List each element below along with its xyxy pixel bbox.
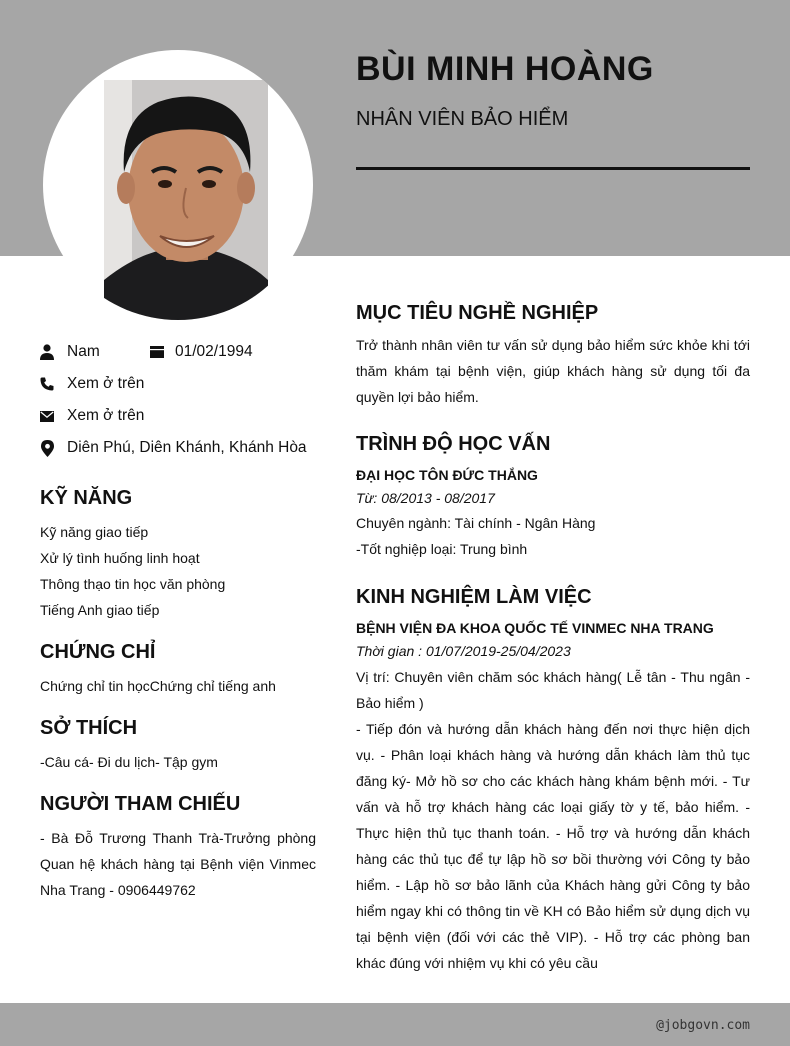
contact-email bbox=[40, 405, 144, 427]
objective-text: Trở thành nhân viên tư vấn sử dụng bảo hiểm sức khỏe khi tới thăm khám tại bệnh viện, giúp khách hàng sử dụng tối đa quyền lợi bảo hiểm. bbox=[356, 337, 750, 405]
experience-duties: - Tiếp đón và hướng dẫn khách hàng đến nơi thực hiện dịch vụ. - Phân loại khách hàng và hướng dẫn khách làm thủ tục đăng ký- Mở hồ sơ cho các khách hàng khám bệnh mới. - Tư vấn và hỗ trợ khách hàng các loại giấy tờ y tế, bảo hiểm. - Thực hiện thủ tục thanh toán. - Hỗ trợ và hướng dẫn khách hàng các thủ tục để tự lập hồ sơ bồi thường với Công ty bảo hiểm. - Lập hồ sơ bảo lãnh của Khách hàng gửi Công ty bảo hiểm ngay khi có thông tin về KH có Bảo hiểm sử dụng dịch vụ tại bệnh viện (đối với các thẻ VIP). - Hỗ trợ các phòng ban khác đúng với nhiệm vụ khi có yêu cầu bbox=[356, 721, 750, 971]
skill-item: Kỹ năng giao tiếp bbox=[40, 524, 149, 540]
references-heading: NGƯỜI THAM CHIẾU bbox=[40, 793, 241, 815]
location-pin-icon bbox=[40, 440, 54, 456]
education-period: Từ: 08/2013 - 08/2017 bbox=[356, 490, 495, 506]
experience-company: BỆNH VIỆN ĐA KHOA QUỐC TẾ VINMEC NHA TRANG bbox=[356, 620, 714, 636]
references-text: - Bà Đỗ Trương Thanh Trà-Trưởng phòng Quan hệ khách hàng tại Bệnh viện Vinmec Nha Trang - 0906449762 bbox=[40, 830, 316, 898]
skill-item: Tiếng Anh giao tiếp bbox=[40, 602, 160, 618]
footer-watermark: @jobgovn.com bbox=[656, 1018, 750, 1033]
hobbies-heading: SỞ THÍCH bbox=[40, 717, 138, 739]
education-graduation: -Tốt nghiệp loại: Trung bình bbox=[356, 541, 528, 557]
education-heading: TRÌNH ĐỘ HỌC VẤN bbox=[356, 433, 551, 455]
person-icon bbox=[40, 344, 54, 360]
job-title: NHÂN VIÊN BẢO HIỂM bbox=[356, 108, 569, 130]
contact-address bbox=[40, 437, 307, 459]
envelope-icon bbox=[40, 408, 54, 424]
experience-heading: KINH NGHIỆM LÀM VIỆC bbox=[356, 586, 592, 608]
contact-dob bbox=[150, 341, 253, 363]
contact-phone bbox=[40, 373, 144, 395]
candidate-name: BÙI MINH HOÀNG bbox=[356, 50, 654, 88]
address-value: Diên Phú, Diên Khánh, Khánh Hòa bbox=[67, 439, 307, 456]
skills-heading: KỸ NĂNG bbox=[40, 487, 133, 509]
email-value: Xem ở trên bbox=[67, 407, 145, 424]
profile-portrait bbox=[104, 80, 268, 320]
gender-value: Nam bbox=[67, 343, 100, 360]
title-divider bbox=[356, 167, 750, 170]
experience-position: Vị trí: Chuyên viên chăm sóc khách hàng( Lễ tân - Thu ngân - Bảo hiểm ) bbox=[356, 669, 750, 711]
hobbies-text: -Câu cá- Đi du lịch- Tập gym bbox=[40, 754, 218, 770]
education-school: ĐẠI HỌC TÔN ĐỨC THẮNG bbox=[356, 467, 538, 483]
calendar-icon bbox=[150, 344, 164, 360]
contact-gender bbox=[40, 341, 100, 363]
experience-period: Thời gian : 01/07/2019-25/04/2023 bbox=[356, 643, 571, 659]
dob-value: 01/02/1994 bbox=[175, 343, 253, 360]
certificates-heading: CHỨNG CHỈ bbox=[40, 641, 156, 663]
skill-item: Thông thạo tin học văn phòng bbox=[40, 576, 226, 592]
education-major: Chuyên ngành: Tài chính - Ngân Hàng bbox=[356, 515, 596, 531]
skill-item: Xử lý tình huống linh hoạt bbox=[40, 550, 200, 566]
skills-list bbox=[40, 519, 316, 623]
objective-heading: MỤC TIÊU NGHỀ NGHIỆP bbox=[356, 302, 599, 324]
profile-photo bbox=[43, 50, 313, 320]
certificates-text: Chứng chỉ tin họcChứng chỉ tiếng anh bbox=[40, 678, 276, 694]
phone-icon bbox=[40, 376, 54, 392]
phone-value: Xem ở trên bbox=[67, 375, 145, 392]
